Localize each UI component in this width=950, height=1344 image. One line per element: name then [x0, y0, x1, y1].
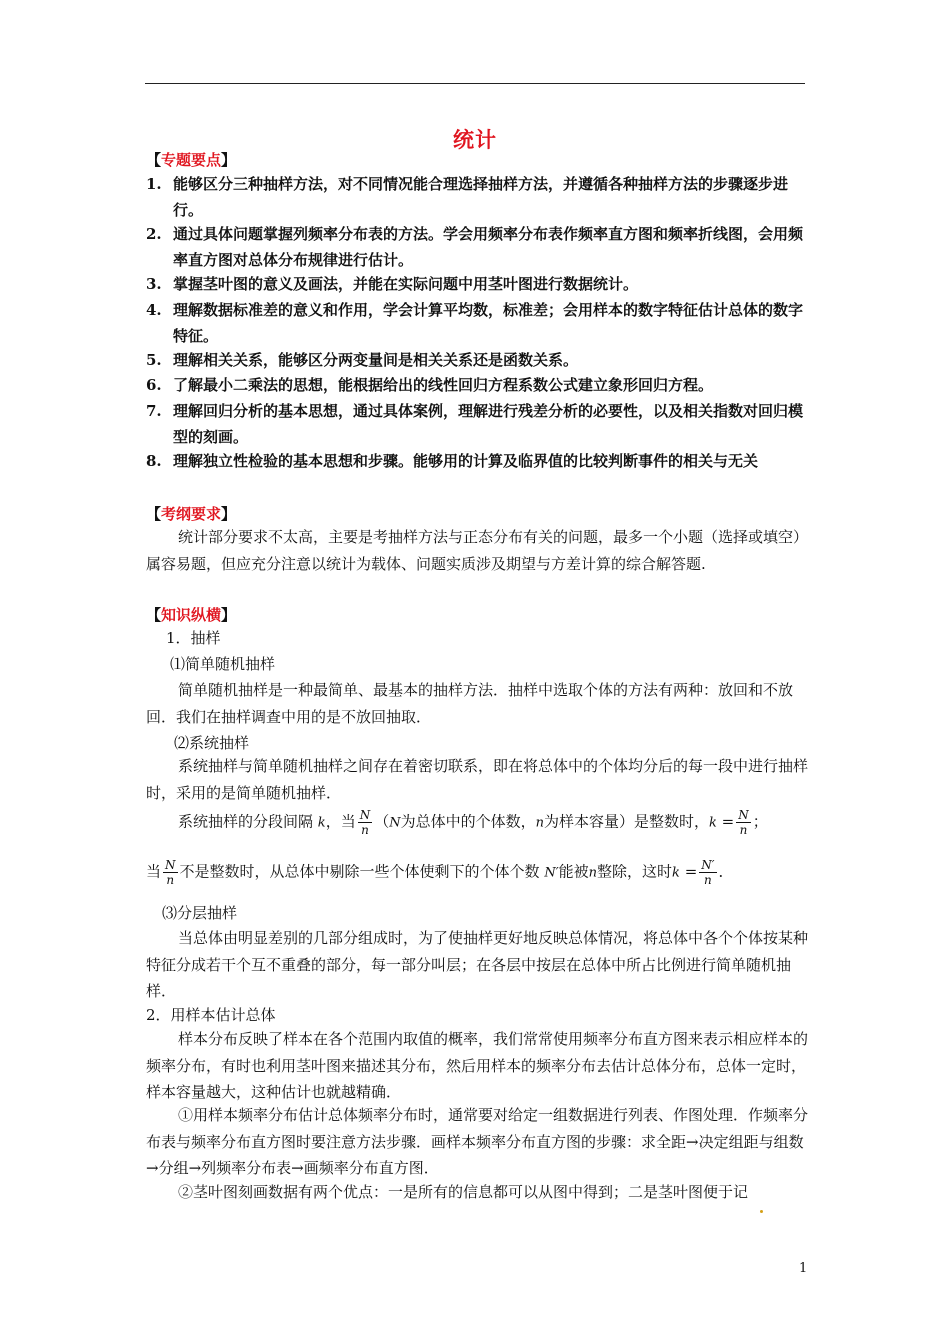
- subheading-systematic: ⑵系统抽样: [174, 734, 250, 752]
- heading-sampling: 1．抽样: [166, 629, 221, 647]
- paragraph-simple-random: 简单随机抽样是一种最简单、最基本的抽样方法．抽样中选取个体的方法有两种：放回和不放回．我们在抽样调查中用的是不放回抽取．: [146, 681, 794, 726]
- subheading-simple-random: ⑴简单随机抽样: [170, 655, 276, 673]
- heading-estimation: 2．用样本估计总体: [146, 1006, 276, 1024]
- fraction-Nprime-over-n: $\frac{N'}{n}$: [701, 858, 715, 887]
- paragraph-distribution: 样本分布反映了样本在各个范围内取值的概率，我们常常使用频率分布直方图来表示相应样本的频率分布，有时也利用茎叶图来描述其分布，然后用样本的频率分布去估计总体分布，总体一定时，样本容量越大，这种估计也就越精确．: [146, 1030, 809, 1101]
- paragraph-non-integer: 当 $\frac{N}{n}$ 不是整数时，从总体中剔除一些个体使剩下的个体个数 N′能被n整除，这时k = $\frac{N'}{n}$ ．: [146, 858, 734, 887]
- fraction-N-over-n: $\frac{N}{n}$: [359, 808, 371, 837]
- syllabus-paragraph: 统计部分要求不太高，主要是考抽样方法与正态分布有关的问题，最多一个小题（选择或填空）属容易题，但应充分注意以统计为载体、问题实质涉及期望与方差计算的综合解答题.: [146, 528, 809, 573]
- paragraph-stratified: 当总体由明显差别的几部分组成时，为了使抽样更好地反映总体情况，将总体中各个个体按某种特征分成若干个互不重叠的部分，每一部分叫层；在各层中按层在总体中所占比例进行简单随机抽样．: [146, 929, 809, 1000]
- page-number: 1: [799, 1261, 808, 1276]
- subheading-stratified: ⑶分层抽样: [162, 904, 238, 922]
- paragraph-histogram-steps: ①用样本频率分布估计总体频率分布时，通常要对给定一组数据进行列表、作图处理．作频率分布表与频率分布直方图时要注意方法步骤．画样本频率分布直方图的步骤：求全距→决定组距与组数→分组→列频率分布表→画频率分布直方图．: [146, 1106, 809, 1177]
- page-title: 统计: [453, 127, 497, 152]
- paragraph-stem-leaf: ②茎叶图刻画数据有两个优点：一是所有的信息都可以从图中得到；二是茎叶图便于记: [178, 1183, 749, 1201]
- paragraph-systematic: 系统抽样与简单随机抽样之间存在着密切联系，即在将总体中的个体均分后的每一段中进行抽样时，采用的是简单随机抽样．: [146, 757, 809, 802]
- header-rule: [145, 83, 805, 84]
- section-heading-key-points: 【专题要点】: [146, 151, 237, 169]
- paragraph-interval: 系统抽样的分段间隔 k，当 $\frac{N}{n}$ （N为总体中的个体数，n为样本容量）是整数时，k = $\frac{N}{n}$ ；: [178, 808, 768, 837]
- section-heading-syllabus: 【考纲要求】: [146, 505, 237, 523]
- fraction-N-over-n: $\frac{N}{n}$: [738, 808, 749, 837]
- fraction-N-over-n: $\frac{N}{n}$: [165, 858, 176, 887]
- decorative-dot: [760, 1210, 763, 1213]
- section-heading-knowledge: 【知识纵横】: [146, 606, 237, 624]
